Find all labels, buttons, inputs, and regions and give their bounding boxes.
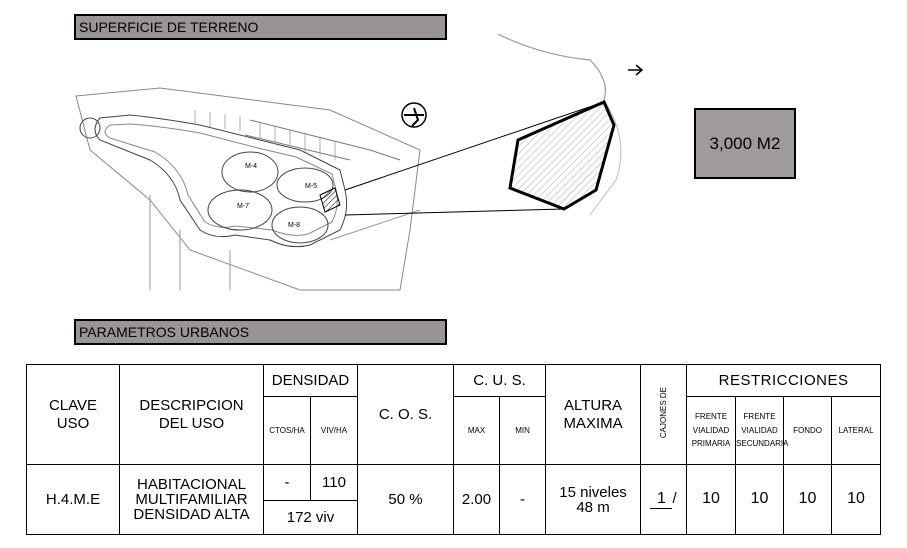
north-arrow-icon (402, 103, 426, 127)
header-clave: CLAVE USO (27, 365, 120, 465)
header-fondo: FONDO (784, 397, 832, 465)
cell-altura: 15 niveles 48 m (546, 465, 641, 535)
cell-cus-min: - (500, 465, 546, 535)
lot-label-m7: M-7 (237, 203, 250, 210)
cell-frente-secundaria: 10 (736, 465, 784, 535)
lot-label-m4: M-4 (245, 163, 258, 170)
cell-viv-ha: 110 (311, 465, 358, 501)
header-cajones: CAJONES DE (641, 365, 687, 465)
header-lateral: LATERAL (832, 397, 881, 465)
cell-frente-primaria: 10 (687, 465, 736, 535)
header-viv-ha: VIV/HA (311, 397, 358, 465)
arrow-right-icon (628, 65, 642, 75)
header-frente-primaria: FRENTE VIALIDAD PRIMARIA (687, 397, 736, 465)
header-cus: C. U. S. (454, 365, 546, 397)
header-cus-max: MAX (454, 397, 500, 465)
header-frente-secundaria: FRENTE VIALIDAD SECUNDARIA (736, 397, 784, 465)
site-lot-detail (510, 102, 614, 209)
cell-descripcion: HABITACIONAL MULTIFAMILIAR DENSIDAD ALTA (120, 465, 264, 535)
lot-label-m8: M-8 (288, 222, 301, 229)
header-ctos-ha: CTOS/HA (264, 397, 311, 465)
header-restricciones: RESTRICCIONES (687, 365, 881, 397)
header-descripcion: DESCRIPCION DEL USO (120, 365, 264, 465)
params-section-title: PARAMETROS URBANOS (74, 319, 447, 345)
header-densidad: DENSIDAD (264, 365, 358, 397)
cell-cus-max: 2.00 (454, 465, 500, 535)
area-value-box: 3,000 M2 (694, 108, 796, 179)
cell-lateral: 10 (832, 465, 881, 535)
cell-cajones: 1 / (641, 465, 687, 535)
lot-label-m5: M-5 (305, 183, 318, 190)
header-cus-min: MIN (500, 397, 546, 465)
cell-ctos-ha: - (264, 465, 311, 501)
urban-parameters-table (26, 364, 881, 535)
cell-cos: 50 % (358, 465, 454, 535)
cell-clave: H.4.M.E (27, 465, 120, 535)
terrain-section-title: SUPERFICIE DE TERRENO (74, 14, 447, 40)
cell-viv-total: 172 viv (264, 501, 358, 535)
cell-fondo: 10 (784, 465, 832, 535)
header-altura: ALTURA MAXIMA (546, 365, 641, 465)
header-cos: C. O. S. (358, 365, 454, 465)
